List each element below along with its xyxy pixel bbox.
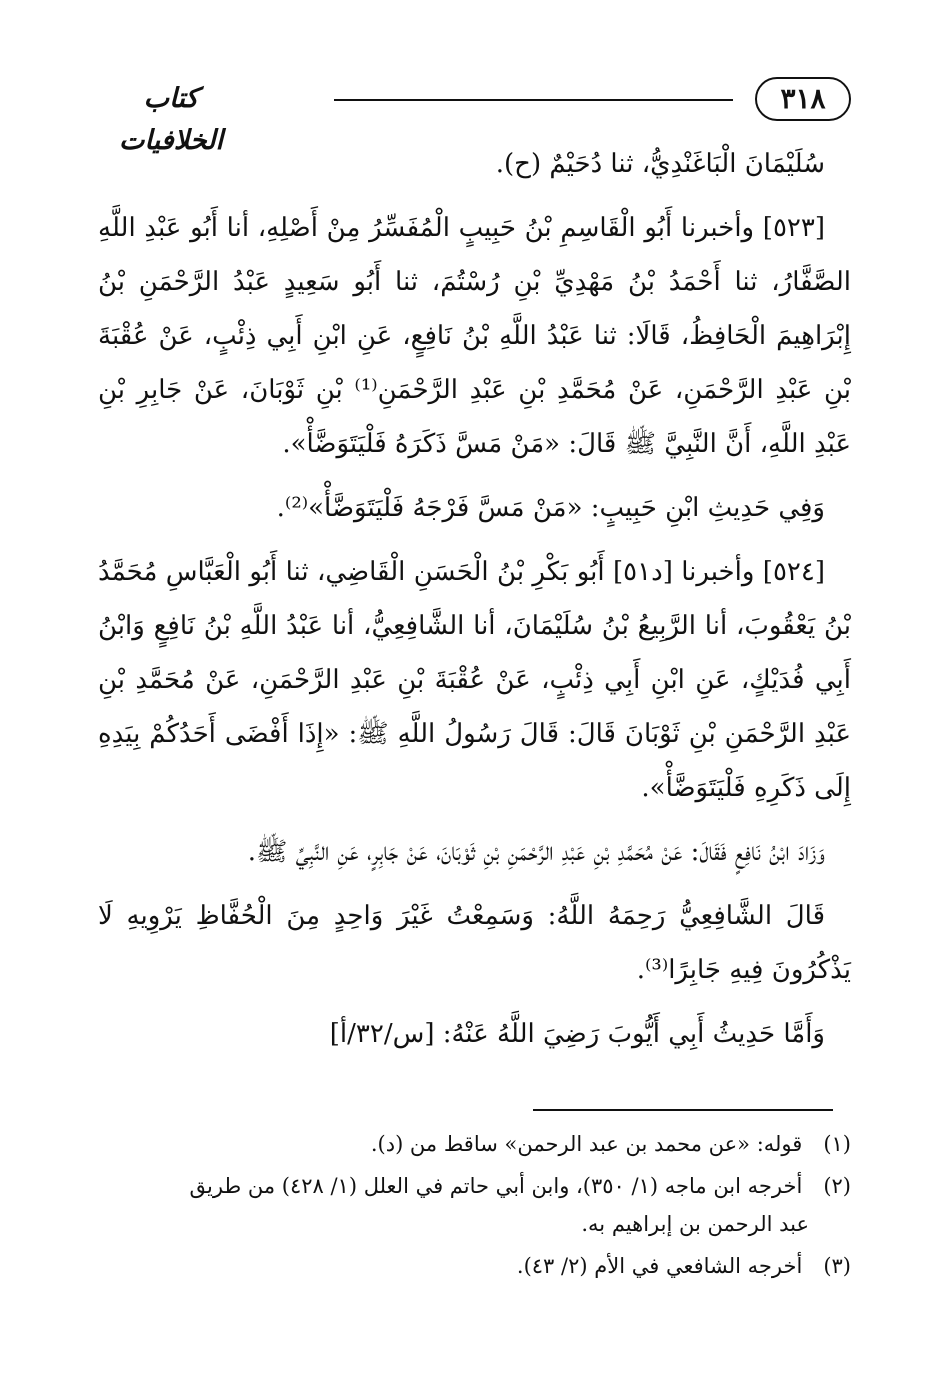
paragraph-continuation: سُلَيْمَانَ الْبَاغَنْدِيُّ، ثنا دُحَيْمٌ (ح). — [495, 149, 825, 179]
hadith-523-variant: وَفِي حَدِيثِ ابْنِ حَبِيبٍ: «مَنْ مَسَّ فَرْجَهُ فَلْيَتَوَضَّأْ»⁽²⁾. — [276, 493, 825, 523]
hadith-523: [٥٢٣] وأخبرنا أَبُو الْقَاسِمِ بْنُ حَبِيبٍ الْمُفَسِّرُ مِنْ أَصْلِهِ، أنا أَبُو عَبْدِ اللَّهِ الصَّفَّارُ، ثنا أَحْمَدُ بْنُ مَهْدِيِّ بْنِ رُسْتُمَ، ثنا أَبُو سَعِيدٍ عَبْدُ الرَّحْمَنِ بْنُ إِبْرَاهِيمَ الْحَافِظُ، قَالَا: ثنا عَبْدُ اللَّهِ بْنُ نَافِعٍ، عَنِ ابْنِ أَبِي ذِئْبٍ، عَنْ عُقْبَةَ بْنِ عَبْدِ الرَّحْمَنِ، عَنْ مُحَمَّدِ بْنِ عَبْدِ الرَّحْمَنِ⁽¹⁾ بْنِ ثَوْبَانَ، عَنْ جَابِرِ بْنِ عَبْدِ اللَّهِ، أَنَّ النَّبِيَّ ﷺ قَالَ: «مَنْ مَسَّ ذَكَرَهُ فَلْيَتَوَضَّأْ». — [98, 213, 851, 459]
footnote-divider — [533, 1109, 833, 1111]
page-header — [96, 74, 851, 156]
main-text — [98, 137, 851, 1071]
book-title: كتاب الخلافيات — [119, 83, 223, 156]
hadith-524: [٥٢٤] وأخبرنا [د٥١] أَبُو بَكْرِ بْنُ الْحَسَنِ الْقَاضِي، ثنا أَبُو الْعَبَّاسِ مُحَمَّدُ بْنُ يَعْقُوبَ، أنا الرَّبِيعُ بْنُ سُلَيْمَانَ، أنا الشَّافِعِيُّ، أنا عَبْدُ اللَّهِ بْنُ نَافِعٍ وَابْنُ أَبِي فُدَيْكٍ، عَنِ ابْنِ أَبِي ذِئْبٍ، عَنْ عُقْبَةَ بْنِ عَبْدِ الرَّحْمَنِ، عَنْ مُحَمَّدِ بْنِ عَبْدِ الرَّحْمَنِ بْنِ ثَوْبَانَ قَالَ: قَالَ رَسُولُ اللَّهِ ﷺ: «إِذَا أَفْضَى أَحَدُكُمْ بِيَدِهِ إِلَى ذَكَرِهِ فَلْيَتَوَضَّأْ». — [98, 557, 851, 803]
footnote-text: أخرجه الشافعي في الأم (٢/ ٤٣). — [516, 1254, 803, 1278]
page-number-badge: ٣١٨ — [755, 77, 851, 121]
footnote-text: قوله: «عن محمد بن عبد الرحمن» ساقط من (د). — [370, 1132, 803, 1156]
footnotes-section — [98, 1125, 851, 1289]
footnote-3 — [98, 1247, 851, 1285]
footnote-number: (١) — [823, 1132, 851, 1156]
footnote-number: (٢) — [823, 1174, 851, 1198]
footnote-number: (٣) — [823, 1254, 851, 1278]
section-heading-abu-ayyub: وَأَمَّا حَدِيثُ أَبِي أَيُّوبَ رَضِيَ اللَّهُ عَنْهُ: [س/٣٢/أ] — [329, 1019, 825, 1049]
footnote-1 — [98, 1125, 851, 1163]
hadith-524-addition: وَزَادَ ابْنُ نَافِعٍ فَقَالَ: عَنْ مُحَمَّدِ بْنِ عَبْدِ الرَّحْمَنِ بْنِ ثَوْبَانَ، عَنْ جَابِرٍ، عَنِ النَّبِيِّ ﷺ. — [247, 837, 825, 867]
footnote-2 — [98, 1167, 851, 1243]
footnote-text: أخرجه ابن ماجه (١/ ٣٥٠)، وابن أبي حاتم في العلل (١/ ٤٢٨) من طريق — [189, 1174, 803, 1198]
footnote-continuation: عبد الرحمن بن إبراهيم به. — [581, 1212, 809, 1236]
header-rule — [334, 99, 733, 101]
shafii-comment: قَالَ الشَّافِعِيُّ رَحِمَهُ اللَّهُ: وَسَمِعْتُ غَيْرَ وَاحِدٍ مِنَ الْحُفَّاظِ يَرْوِيهِ لَا يَذْكُرُونَ فِيهِ جَابِرًا⁽³⁾. — [98, 901, 851, 985]
